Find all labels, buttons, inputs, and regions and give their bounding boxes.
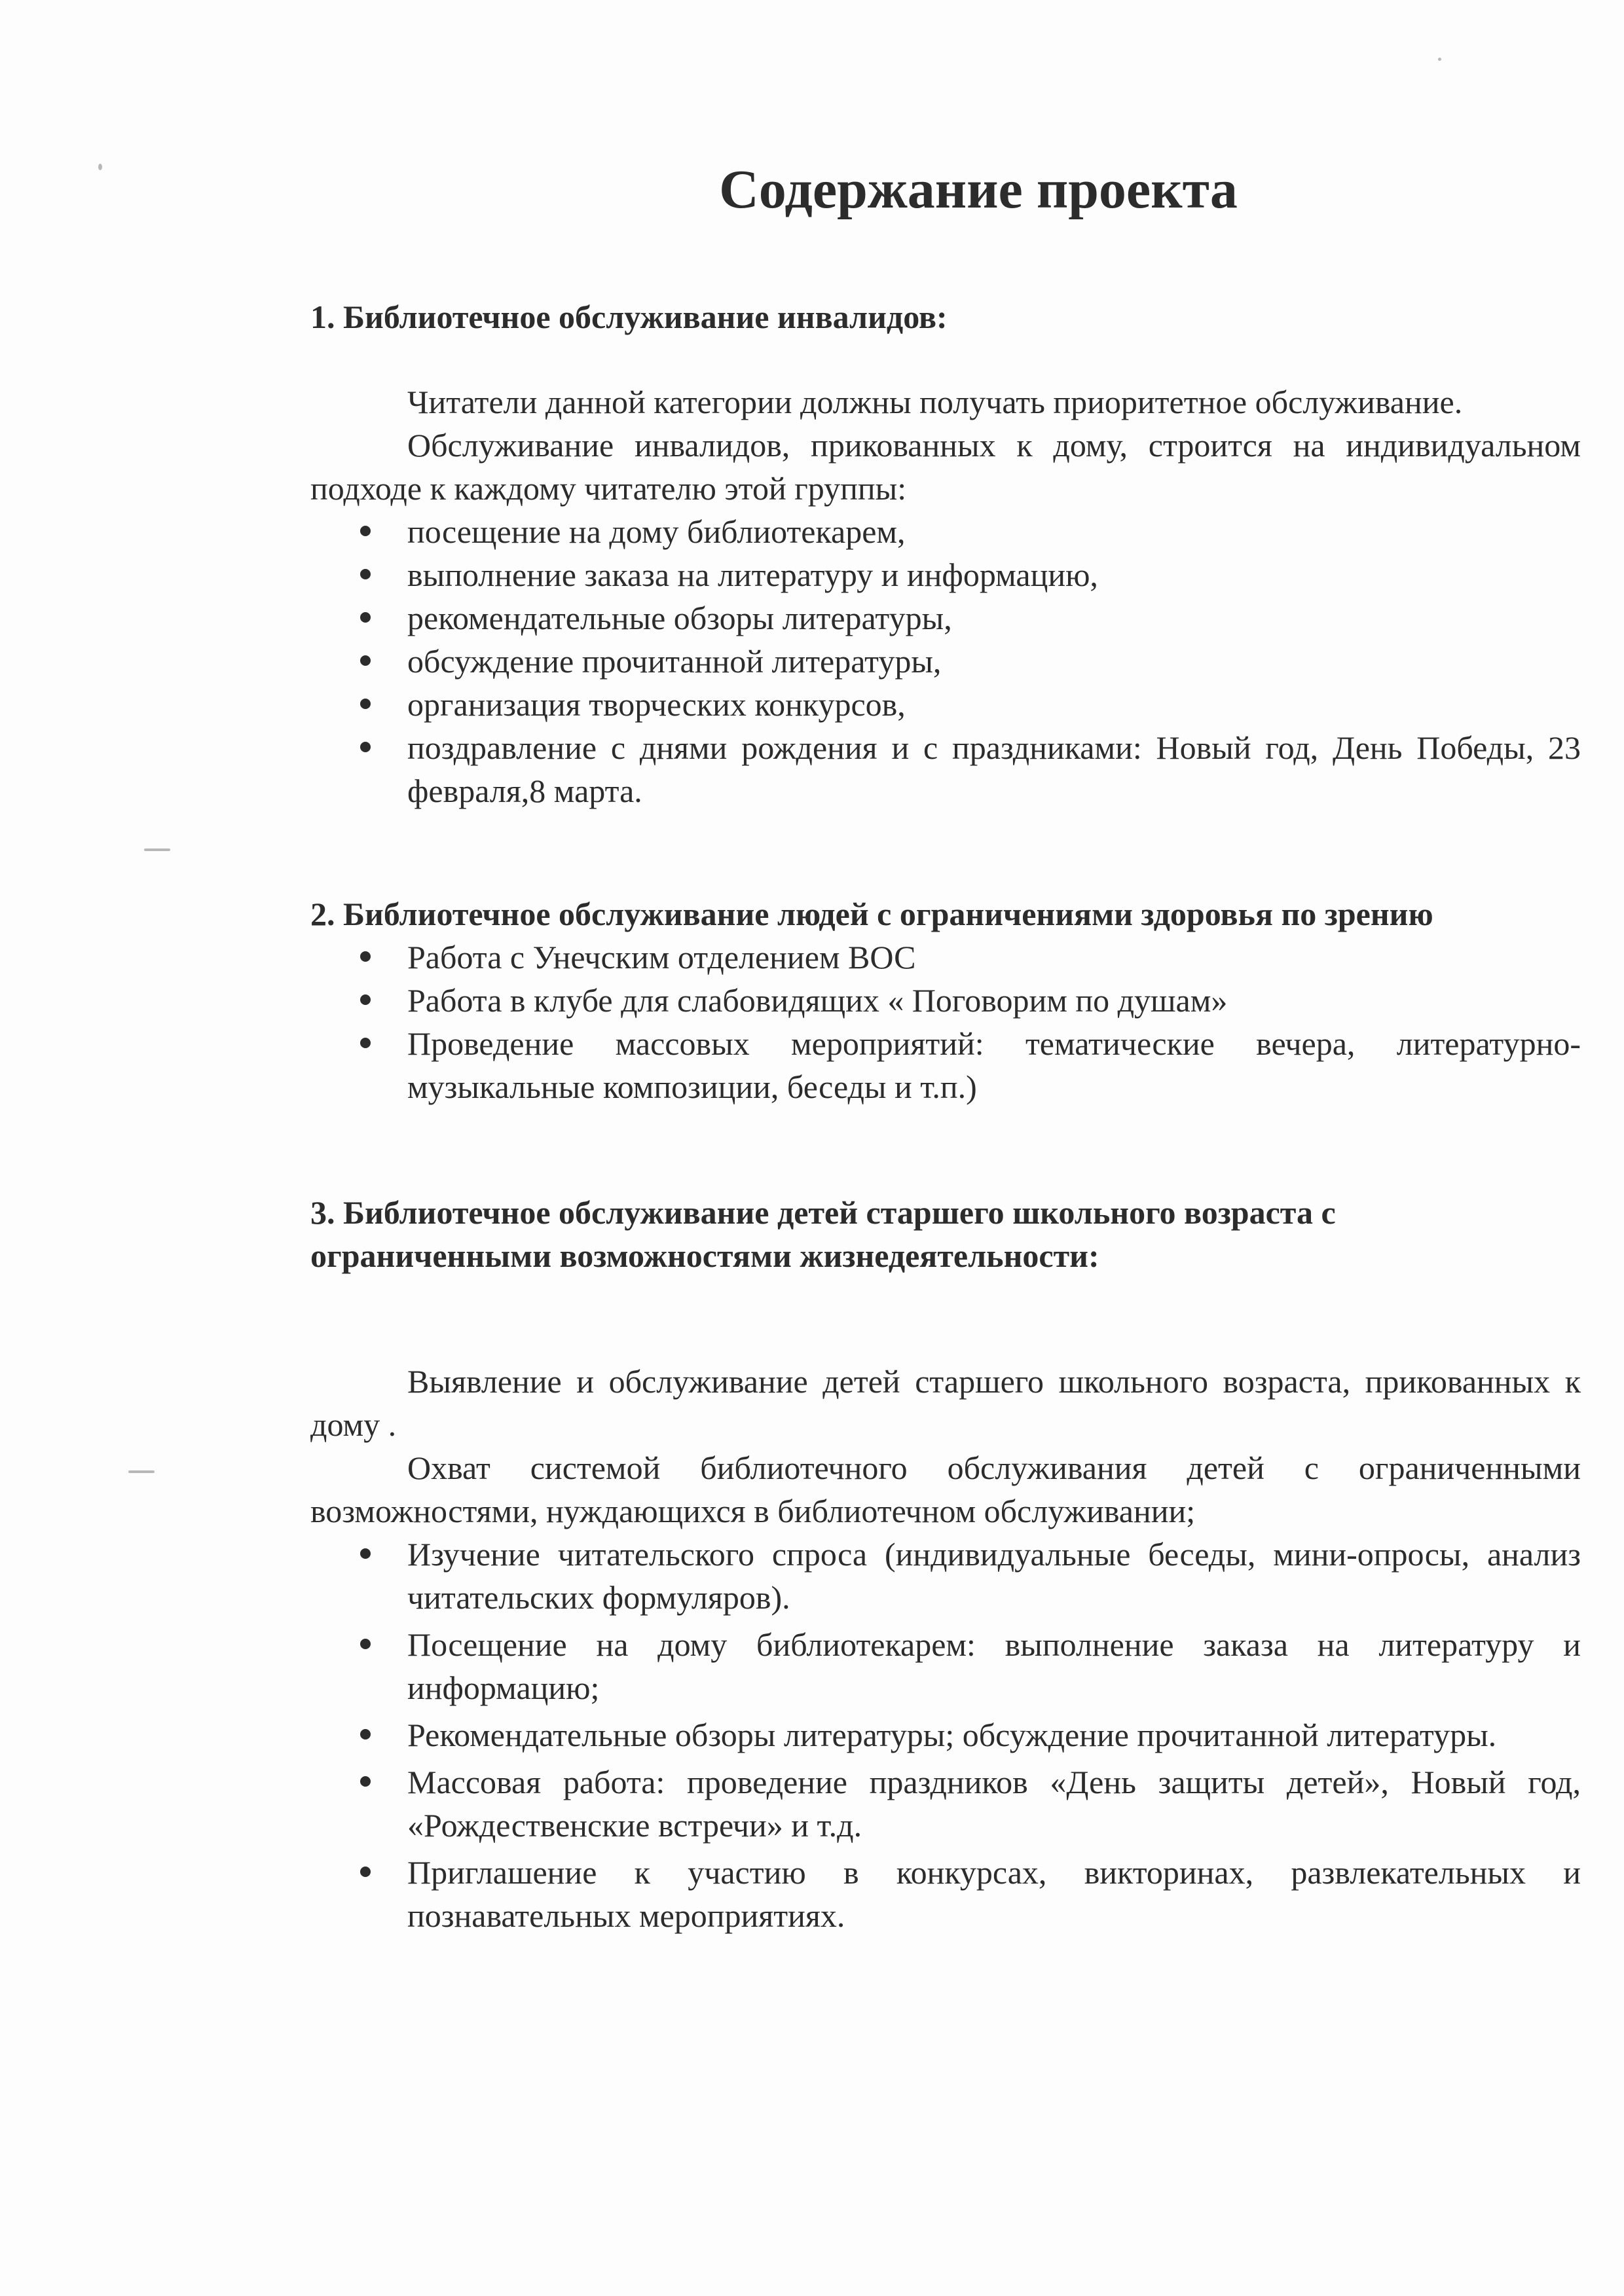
bullet-icon (360, 699, 371, 709)
bullet-list (310, 1533, 1581, 1937)
list-item (310, 1022, 1581, 1108)
section-1 (310, 295, 1581, 812)
bullet-icon (360, 1639, 371, 1649)
bullet-icon (360, 1867, 371, 1877)
list-item-text: Посещение на дому библиотекарем: выполнение заказа на литературу и информацию; (407, 1626, 1581, 1706)
scan-speck (1438, 58, 1441, 61)
document-body (310, 157, 1581, 1941)
bullet-list (310, 510, 1581, 812)
list-item (310, 979, 1581, 1022)
list-item-text: обсуждение прочитанной литературы, (407, 642, 942, 680)
bullet-icon (360, 655, 371, 666)
section-3 (310, 1191, 1581, 1937)
page-title: Содержание проекта (719, 159, 1238, 220)
list-item-text: Работа в клубе для слабовидящих « Поговорим по душам» (407, 981, 1228, 1019)
list-item (310, 683, 1581, 726)
paragraph: Выявление и обслуживание детей старшего школьного возраста, прикованных к дому . (310, 1362, 1581, 1443)
list-item (310, 726, 1581, 812)
paragraph: Обслуживание инвалидов, прикованных к дому, строится на индивидуальном подходе к каждому читателю этой группы: (310, 426, 1581, 507)
list-item-text: Работа с Унечским отделением ВОС (407, 938, 916, 975)
list-item-text: рекомендательные обзоры литературы, (407, 599, 952, 636)
scan-speck (144, 848, 170, 851)
bullet-list (310, 936, 1581, 1108)
list-item (310, 1760, 1581, 1847)
list-item (310, 1533, 1581, 1619)
list-item (310, 1851, 1581, 1937)
section-heading: 1. Библиотечное обслуживание инвалидов: (310, 298, 948, 335)
bullet-icon (360, 569, 371, 579)
list-item (310, 553, 1581, 596)
list-item-text: Проведение массовых мероприятий: тематические вечера, литературно-музыкальные композиции, беседы и т.п.) (407, 1025, 1581, 1105)
list-item (310, 936, 1581, 979)
section-heading: 2. Библиотечное обслуживание людей с ограничениями здоровья по зрению (310, 895, 1433, 932)
list-item-text: Массовая работа: проведение праздников «День защиты детей», Новый год, «Рождественские встречи» и т.д. (407, 1763, 1581, 1844)
list-item-text: Изучение читательского спроса (индивидуальные беседы, мини-опросы, анализ читательских формуляров). (407, 1535, 1581, 1616)
list-item (310, 1713, 1581, 1757)
list-item (310, 640, 1581, 683)
list-item (310, 510, 1581, 553)
list-item-text: поздравление с днями рождения и с праздниками: Новый год, День Победы, 23 февраля,8 марта. (407, 729, 1581, 809)
bullet-icon (360, 994, 371, 1005)
bullet-icon (360, 1776, 371, 1787)
bullet-icon (360, 1548, 371, 1559)
list-item (310, 596, 1581, 640)
bullet-icon (360, 742, 371, 752)
list-item-text: Приглашение к участию в конкурсах, викторинах, развлекательных и познавательных мероприятиях. (407, 1853, 1581, 1934)
scan-speck (98, 164, 102, 170)
section-2 (310, 892, 1581, 1108)
bullet-icon (360, 1038, 371, 1048)
bullet-icon (360, 526, 371, 536)
list-item (310, 1623, 1581, 1709)
list-item-text: организация творческих конкурсов, (407, 685, 906, 723)
bullet-icon (360, 612, 371, 623)
list-item-text: посещение на дому библиотекарем, (407, 513, 906, 550)
paragraph: Читатели данной категории должны получать приоритетное обслуживание. (407, 383, 1463, 420)
bullet-icon (360, 951, 371, 962)
list-item-text: Рекомендательные обзоры литературы; обсуждение прочитанной литературы. (407, 1716, 1497, 1753)
list-item-text: выполнение заказа на литературу и информацию, (407, 556, 1098, 593)
section-heading: 3. Библиотечное обслуживание детей старшего школьного возраста с ограниченными возможностями жизнедеятельности: (310, 1194, 1336, 1274)
scan-speck (128, 1470, 155, 1473)
bullet-icon (360, 1729, 371, 1740)
paragraph: Охват системой библиотечного обслуживания детей с ограниченными возможностями, нуждающихся в библиотечном обслуживании; (310, 1449, 1581, 1529)
